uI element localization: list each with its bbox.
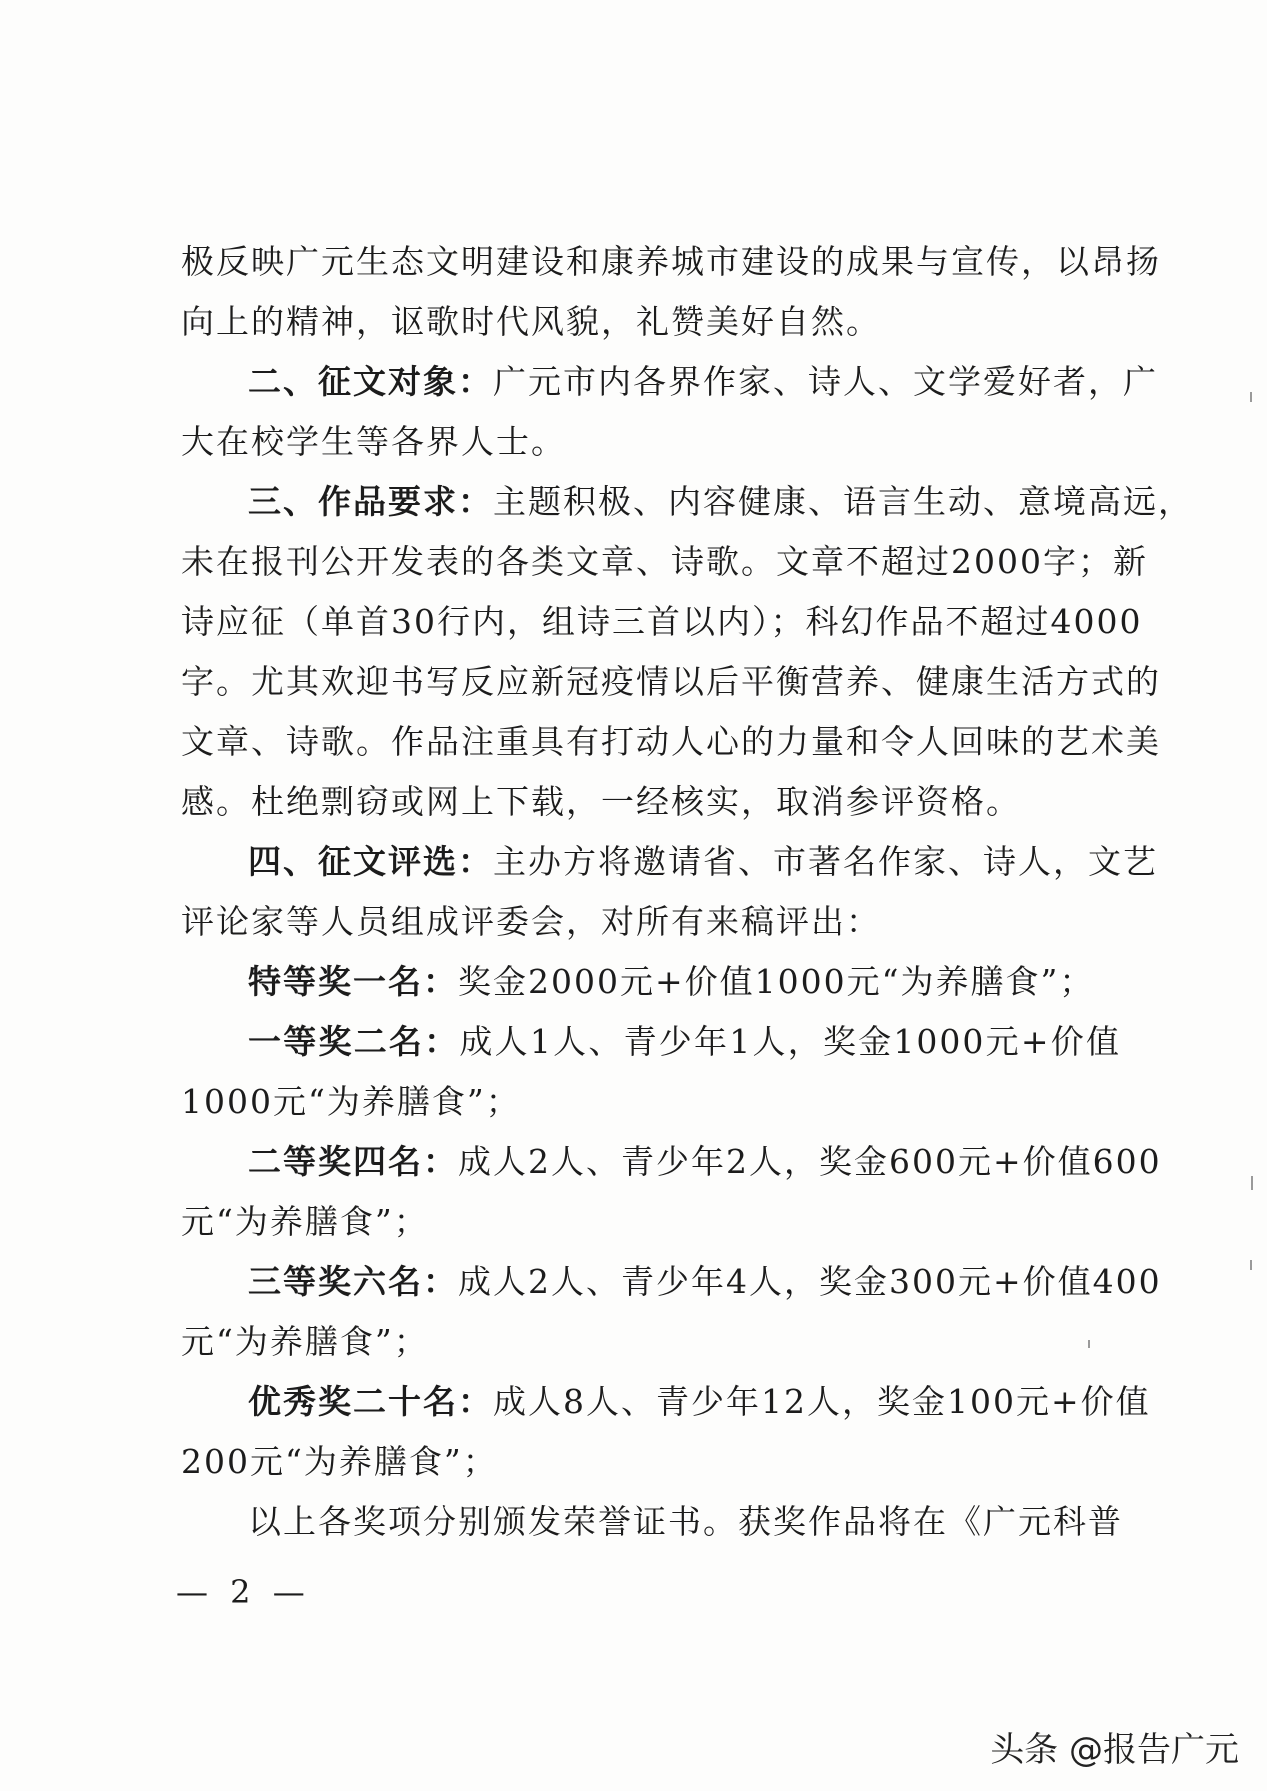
paragraph-3-text: 主题积极、内容健康、语言生动、意境高远， (493, 482, 1193, 521)
paragraph-3-line-6: 感。杜绝剽窃或网上下载，一经核实，取消参评资格。 (181, 782, 1021, 821)
paragraph-2-text: 广元市内各界作家、诗人、文学爱好者，广 (493, 362, 1158, 401)
award-merit-line-2: 200元“为养膳食”； (181, 1442, 498, 1481)
award-first-title: 一等奖二名： (248, 1022, 460, 1061)
paragraph-3-line-2: 未在报刊公开发表的各类文章、诗歌。文章不超过2000字；新 (181, 542, 1148, 581)
watermark: 头条 @报告广元 (990, 1730, 1239, 1770)
award-third-title: 三等奖六名： (248, 1262, 458, 1301)
award-third-line-2: 元“为养膳食”； (181, 1322, 429, 1361)
section-heading-3: 三、作品要求： (248, 482, 493, 521)
paragraph-3-line-4: 字。尤其欢迎书写反应新冠疫情以后平衡营养、健康生活方式的 (181, 662, 1161, 701)
paragraph-4-text: 主办方将邀请省、市著名作家、诗人，文艺 (493, 842, 1158, 881)
section-heading-2: 二、征文对象： (248, 362, 493, 401)
award-special-title: 特等奖一名： (248, 962, 458, 1001)
body-text (181, 232, 1193, 1552)
award-special-text: 奖金2000元+价值1000元“为养膳食”； (458, 962, 1095, 1001)
award-third-text: 成人2人、青少年4人，奖金300元+价值400 (458, 1262, 1162, 1301)
award-second-text: 成人2人、青少年2人，奖金600元+价值600 (458, 1142, 1162, 1181)
scan-speck (1251, 1176, 1253, 1190)
paragraph-3-line-5: 文章、诗歌。作品注重具有打动人心的力量和令人回味的艺术美 (181, 722, 1161, 761)
paragraph-3-line-3: 诗应征（单首30行内，组诗三首以内）；科幻作品不超过4000 (181, 602, 1143, 641)
scan-speck (1088, 1340, 1090, 1348)
paragraph-1-line-1: 极反映广元生态文明建设和康养城市建设的成果与宣传，以昂扬 (181, 242, 1161, 281)
paragraph-2-line-1 (181, 352, 1158, 412)
award-merit-title: 优秀奖二十名： (248, 1382, 493, 1421)
section-heading-4: 四、征文评选： (248, 842, 493, 881)
award-first-text: 成人1人、青少年1人，奖金1000元+价值 (459, 1022, 1122, 1061)
paragraph-4-line-2: 评论家等人员组成评委会，对所有来稿评出： (181, 902, 881, 941)
award-second-line-2: 元“为养膳食”； (181, 1202, 429, 1241)
award-merit-text: 成人8人、青少年12人，奖金100元+价值 (493, 1382, 1151, 1421)
paragraph-2-line-2: 大在校学生等各界人士。 (181, 422, 566, 461)
award-merit-line-1 (181, 1372, 1151, 1432)
award-second-line-1 (181, 1132, 1162, 1192)
award-special-line-1 (181, 952, 1121, 1012)
award-first-line-1 (181, 1012, 1121, 1072)
paragraph-4-line-1 (181, 832, 1158, 892)
scan-speck (1250, 392, 1252, 402)
award-third-line-1 (181, 1252, 1162, 1312)
paragraph-1-line-2: 向上的精神，讴歌时代风貌，礼赞美好自然。 (181, 302, 881, 341)
scan-speck (1250, 1260, 1252, 1270)
award-first-line-2: 1000元“为养膳食”； (181, 1082, 521, 1121)
page-number: — 2 — (176, 1573, 311, 1611)
closing-line: 以上各奖项分别颁发荣誉证书。获奖作品将在《广元科普 (248, 1502, 1123, 1541)
paragraph-3-line-1 (181, 472, 1193, 532)
award-second-title: 二等奖四名： (248, 1142, 458, 1181)
